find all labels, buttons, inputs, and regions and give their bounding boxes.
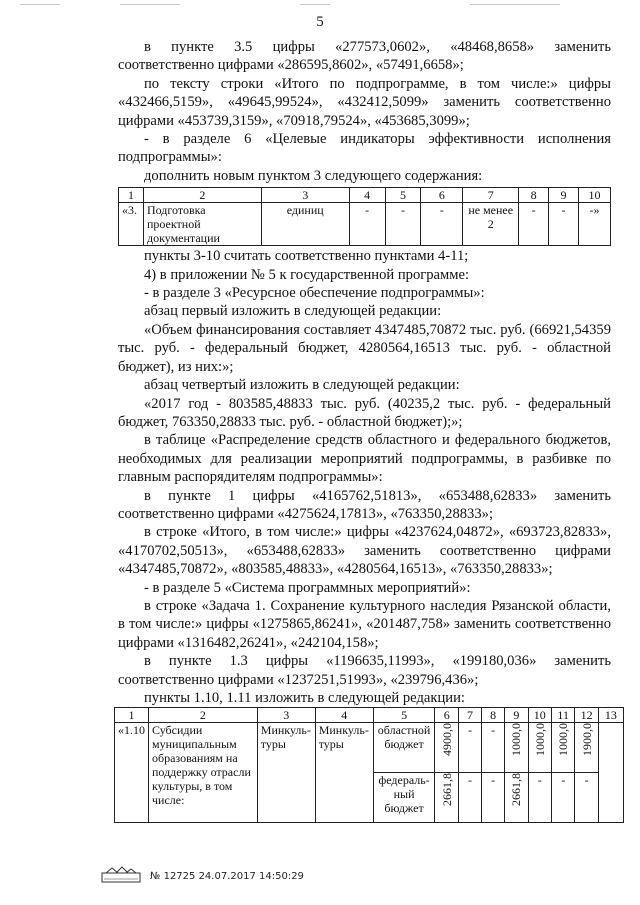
table-cell [435,773,458,823]
registration-seal-image [100,865,142,885]
table-cell: - [519,203,549,246]
paragraph: в пункте 1.3 цифры «1196635,11993», «199180,036» заменить соответственно цифрами «1237251,51993», «239796,436»; [118,653,611,688]
column-header: 4 [315,708,373,723]
paragraph: в пункте 1 цифры «4165762,51813», «653488,62833» заменить соответственно цифрами «4275624,17813», «763350,28833»; [118,487,611,522]
table-cell [598,723,623,823]
executor-cell: Минкуль-туры [257,723,315,823]
table-cell: не менее 2 [463,203,519,246]
paragraph: - в разделе 5 «Система программных мероприятий»: [144,579,471,596]
column-header: 6 [421,188,463,203]
executor-cell: Минкуль-туры [315,723,373,823]
item-name: Субсидии муниципальным образованиям на поддержку отрасли культуры, в том числе: [149,723,258,823]
paragraph: пункты 1.10, 1.11 изложить в следующей редакции: [144,690,465,706]
table-cell: - [385,203,421,246]
table-cell: «3. [119,203,144,246]
funding-source: областной бюджет [373,723,435,773]
column-header: 3 [257,708,315,723]
paragraph: пункты 3-10 считать соответственно пунктами 4-11; [144,248,469,265]
paragraph: в пункте 3.5 цифры «277573,0602», «48468,8658» заменить соответственно цифрами «286595,8602», «57491,6658»; [118,39,611,74]
column-header: 9 [549,188,579,203]
scan-top-strip [0,0,640,12]
column-header: 4 [349,188,385,203]
table-header-row [115,708,624,723]
column-header: 10 [578,188,610,203]
table-cell: -» [578,203,610,246]
table-cell: - [482,773,505,823]
funding-source: федераль-ный бюджет [373,773,435,823]
paragraph: 4) в приложении № 5 к государственной программе: [144,266,470,283]
column-header: 3 [261,188,349,203]
column-header: 1 [119,188,144,203]
paragraph: в строке «Итого, в том числе:» цифры «4237624,04872», «693723,82833», «4170702,50513», «653488,62833» заменить соответственно цифрами «4347485,70872», «803585,48833», «4280564,16513», «763350,28833»; [118,524,611,578]
paragraph: по тексту строки «Итого по подпрограмме, в том числе:» цифры «432466,5159», «49645,99524», «432412,5099» заменить соответственно цифрами «453739,3159», «70918,79524», «453685,3099»; [118,75,611,129]
table-cell: - [458,773,481,823]
table-cell [551,723,574,773]
column-header: 9 [505,708,528,723]
paragraph: - в разделе 3 «Ресурсное обеспечение подпрограммы»: [144,285,485,302]
paragraph: абзац первый изложить в следующей редакции: [144,303,442,320]
column-header: 6 [435,708,458,723]
column-header: 13 [598,708,623,723]
item-number: «1.10 [115,723,149,823]
table-cell [575,723,598,773]
registration-stamp: № 12725 24.07.2017 14:50:29 [150,871,304,882]
table-cell: Подготовка проектной документации [143,203,261,246]
table-cell [505,773,528,823]
paragraph: «2017 год - 803585,48833 тыс. руб. (40235,2 тыс. руб. - федеральный бюджет, 763350,28833 тыс. руб. - областной бюджет);»; [118,395,611,430]
table-cell: - [549,203,579,246]
paragraph: в таблице «Распределение средств областного и федерального бюджетов, необходимых для реализации мероприятий подпрограммы, в разбивке по главным распорядителям подпрограммы»: [118,432,611,486]
column-header: 11 [551,708,574,723]
table-cell: - [421,203,463,246]
table-cell [528,723,551,773]
table-cell [435,723,458,773]
column-header: 2 [143,188,261,203]
column-header: 7 [458,708,481,723]
cell-value: 2661,8 [439,773,454,807]
table-header-row [119,188,611,203]
indicators-table [118,187,611,246]
table-cell: - [458,723,481,773]
page-number: 5 [316,14,324,30]
cell-value: 1000,0 [556,723,571,757]
table-row [115,723,624,773]
column-header: 12 [575,708,598,723]
table-cell: - [551,773,574,823]
program-measures-table [114,707,624,823]
paragraph: «Объем финансирования составляет 4347485,70872 тыс. руб. (66921,54359 тыс. руб. - федеральный бюджет, 4280564,16513 тыс. руб. - областной бюджет), из них:»; [118,321,611,375]
cell-value: 1000,0 [532,723,547,757]
column-header: 7 [463,188,519,203]
column-header: 5 [385,188,421,203]
document-body [118,38,617,823]
column-header: 8 [482,708,505,723]
table-cell: - [528,773,551,823]
cell-value: 1900,0 [579,723,594,757]
cell-value: 2661,8 [509,773,524,807]
table-cell: - [482,723,505,773]
column-header: 5 [373,708,435,723]
cell-value: 1000,0 [509,723,524,757]
table-row [119,203,611,246]
column-header: 10 [528,708,551,723]
table-cell: - [575,773,598,823]
column-header: 1 [115,708,149,723]
table-cell: - [349,203,385,246]
paragraph: абзац четвертый изложить в следующей редакции: [144,377,460,394]
paragraph: дополнить новым пунктом 3 следующего содержания: [144,167,483,184]
cell-value: 4900,0 [439,723,454,757]
column-header: 8 [519,188,549,203]
paragraph: - в разделе 6 «Целевые индикаторы эффективности исполнения подпрограммы»: [118,131,611,166]
table-cell [505,723,528,773]
column-header: 2 [149,708,258,723]
table-cell: единиц [261,203,349,246]
paragraph: в строке «Задача 1. Сохранение культурного наследия Рязанской области, в том числе:» цифры «1275865,86241», «201487,758» заменить соответственно цифрами «1316482,26241», «242104,158»; [118,597,611,651]
